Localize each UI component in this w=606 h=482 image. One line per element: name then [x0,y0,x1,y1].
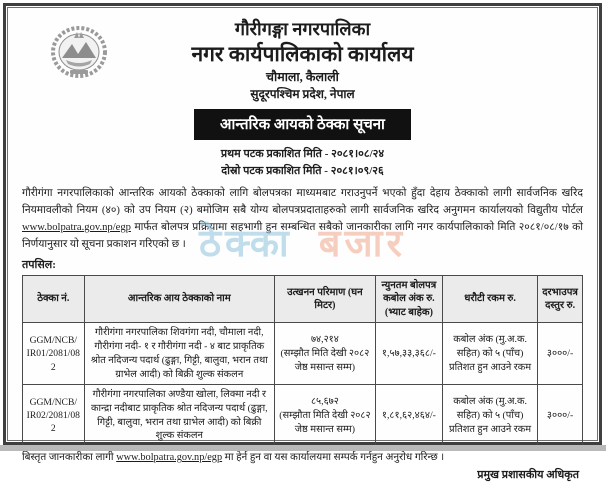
office-name: नगर कार्यपालिकाको कार्यालय [191,41,414,66]
scan-edge-artifact [0,445,606,451]
tender-no-cell: GGM/NCB/ IR01/2081/082 [23,323,85,385]
deposit-cell: कबोल अंक (मु.अ.क. सहित) को ५ (पाँच) प्रतिशत हुन आउने रकम [442,385,537,447]
tender-name-cell: गौरीगंगा नगरपालिका अण्डैया खोला, लिक्मा नदी र कान्द्रा नदीबाट प्राकृतिक श्रोत नदिजन्य पदार्थ (ढुङ्गा, गिट्टी, बालुवा, भरान तथा ग्राभेल आदी) को बिक्री शुल्क संकलन [84,385,274,447]
quantity-cell [275,323,376,385]
header-tender-no: ठेक्का नं. [23,275,85,323]
office-address: चौमाला, कैलाली [266,69,339,84]
publish-dates [22,146,583,180]
document-page [3,3,602,482]
quantity-note: (सम्झौता मिति देखी २०८२ जेष्ठ मसान्त सम्म) [279,409,371,435]
tender-no-cell: GGM/NCB/ IR02/2081/082 [23,385,85,447]
header-quantity: उत्खनन परिमाण (घन मिटर) [275,275,376,323]
min-bid-cell: १,८१,६२,४६४/- [375,385,442,447]
fee-cell: ३०००/- [538,323,583,385]
notice-body-paragraph [22,186,583,254]
tender-table [22,275,583,447]
paragraph-text-after-link: मार्फत बोलपत्र प्रक्रियामा सहभागी हुन सम्बन्धित सबैको जानकारीका लागि नगर कार्यपालिकाको मिति २०८१/०८/१७ को निर्णयानुसार यो सूचना प्रकाशन गरिएको छ । [22,222,583,251]
table-row [23,385,583,447]
municipality-name: गौरीगङ्गा नगरपालिका [234,19,371,39]
notice-title-banner: आन्तरिक आयको ठेक्का सूचना [194,109,411,140]
tender-name-cell: गौरीगंगा नगरपालिका शिवगंगा नदी, चौमाला नदी, गौरीगंगा नदी- १ र गौरीगंगा नदी - ४ बाट प्राकृतिक श्रोत नदिजन्य पदार्थ (ढुङ्गा, गिट्टी, बालुवा, भरान तथा ग्राभेल आदी) को बिक्री शुल्क संकलन [84,323,274,385]
footer-bolpatra-link[interactable]: www.bolpatra.gov.np/egp [116,452,223,464]
watermark-word-2: बजार [318,223,407,265]
header-fee: दरभाउपत्र दस्तुर रु. [538,275,583,323]
signature-title: प्रमुख प्रशासकीय अधिकृत [477,469,579,482]
bolpatra-portal-link[interactable]: www.bolpatra.gov.np/egp [22,222,131,234]
footer-text-before-link: बिस्तृत जानकारीका लागी [22,452,117,464]
header-deposit: धरौटी रकम रु. [442,275,537,323]
second-publish-date: दोस्रो पटक प्रकाशित मिति - २०८१।०९/२६ [221,165,384,178]
quantity-value: ७४,२१४ [310,334,339,346]
table-header-row [23,275,583,323]
min-bid-cell: १,५७,३३,३६८/- [375,323,442,385]
office-province: सुदूरपश्चिम प्रदेश, नेपाल [250,86,355,101]
document-inner-frame [7,7,598,482]
header-tender-name: आन्तरिक आय ठेक्काको नाम [84,275,274,323]
quantity-value: ८५,६७२ [310,396,339,408]
nepal-coat-of-arms-logo [44,22,114,84]
footer-info-line [22,450,583,464]
watermark-word-1: ठेक्का [198,223,293,265]
table-row [23,323,583,385]
deposit-cell: कबोल अंक (मु.अ.क. सहित) को ५ (पाँच) प्रतिशत हुन आउने रकम [442,323,537,385]
tapasil-label: तपसिल: [22,258,56,271]
quantity-cell [275,385,376,447]
paragraph-text-before-link: गौरीगंगा नगरपालिकाको आन्तरिक आयको ठेक्काको लागि बोलपत्रका माध्यमबाट गराउनुपर्ने भएको हुँदा देहाय ठेक्काको लागी सार्वजनिक खरिद नियमावलीको नियम (४०) को उप नियम (२) बमोजिम सबै योग्य बोलपत्रप्रदाताहरुको लागी सार्वजनिक खरिद अनुगमन कार्यालयको विद्युतीय पोर्टल [22,188,583,217]
header-min-bid: न्युनतम बोलपत्र कबोल अंक रु. (भ्याट बाहेक) [375,275,442,323]
first-publish-date: प्रथम पटक प्रकाशित मिति - २०८१।०८/२४ [220,148,385,161]
letterhead [22,14,583,102]
fee-cell: ३०००/- [538,385,583,447]
footer-text-after-link: मा हेर्न हुन वा यस कार्यालयमा सम्पर्क गर्नहुन अनुरोध गरिन्छ । [222,452,445,464]
quantity-note: (सम्झौत मिति देखी २०८२ जेष्ठ मसान्त सम्म) [280,348,370,373]
